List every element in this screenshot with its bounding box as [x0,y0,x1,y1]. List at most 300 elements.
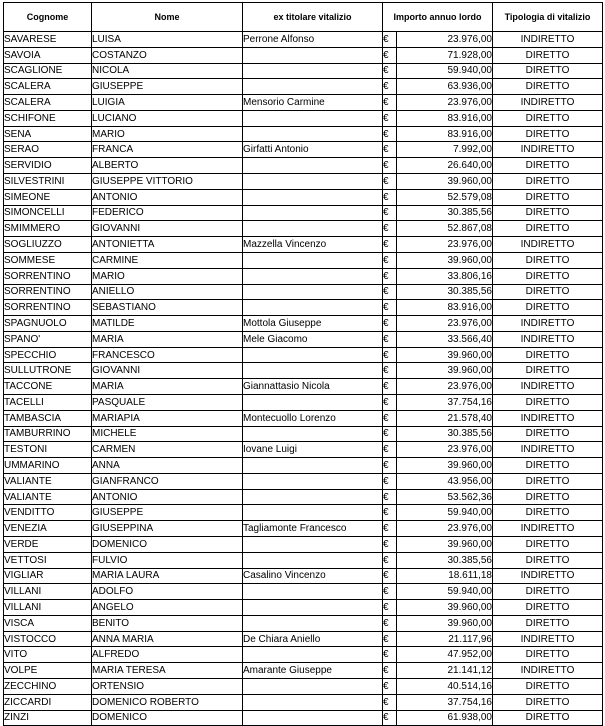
cell-surname: VILLANI [4,584,92,600]
table-row [4,189,603,205]
cell-former-holder: Giannattasio Nicola [243,379,383,395]
cell-surname: SCAGLIONE [4,63,92,79]
cell-name: DOMENICO [92,710,243,726]
cell-type: INDIRETTO [493,521,603,537]
cell-currency: € [383,205,397,221]
cell-currency: € [383,95,397,111]
cell-currency: € [383,363,397,379]
cell-name: MARIAPIA [92,410,243,426]
cell-former-holder [243,189,383,205]
cell-currency: € [383,615,397,631]
table-row [4,316,603,332]
cell-type: DIRETTO [493,205,603,221]
cell-amount: 23.976,00 [397,237,493,253]
cell-former-holder [243,394,383,410]
cell-type: INDIRETTO [493,410,603,426]
cell-former-holder [243,63,383,79]
table-row [4,79,603,95]
cell-former-holder: De Chiara Aniello [243,631,383,647]
cell-former-holder [243,221,383,237]
cell-currency: € [383,694,397,710]
cell-amount: 23.976,00 [397,442,493,458]
cell-currency: € [383,252,397,268]
cell-name: CARMINE [92,252,243,268]
cell-type: INDIRETTO [493,95,603,111]
cell-former-holder [243,710,383,726]
cell-surname: SCHIFONE [4,110,92,126]
table-row [4,47,603,63]
cell-amount: 33.806,16 [397,268,493,284]
cell-name: FRANCESCO [92,347,243,363]
cell-currency: € [383,174,397,190]
table-row [4,205,603,221]
cell-name: MARIA LAURA [92,568,243,584]
cell-name: MARIA TERESA [92,663,243,679]
cell-surname: TESTONI [4,442,92,458]
table-row [4,363,603,379]
cell-amount: 23.976,00 [397,316,493,332]
header-row [4,3,603,32]
cell-former-holder [243,537,383,553]
cell-former-holder [243,347,383,363]
cell-surname: VISTOCCO [4,631,92,647]
cell-type: DIRETTO [493,189,603,205]
cell-name: GIUSEPPE VITTORIO [92,174,243,190]
cell-type: INDIRETTO [493,32,603,48]
cell-amount: 23.976,00 [397,95,493,111]
cell-currency: € [383,647,397,663]
cell-currency: € [383,552,397,568]
cell-amount: 21.141,12 [397,663,493,679]
cell-type: DIRETTO [493,552,603,568]
cell-amount: 39.960,00 [397,600,493,616]
cell-amount: 21.578,40 [397,410,493,426]
cell-former-holder: Mazzella Vincenzo [243,237,383,253]
cell-name: MARIA [92,379,243,395]
table-row [4,158,603,174]
cell-amount: 83.916,00 [397,126,493,142]
cell-former-holder [243,174,383,190]
cell-currency: € [383,347,397,363]
cell-name: CARMEN [92,442,243,458]
cell-name: GIUSEPPE [92,79,243,95]
cell-type: DIRETTO [493,537,603,553]
cell-surname: SOGLIUZZO [4,237,92,253]
cell-surname: SORRENTINO [4,284,92,300]
cell-type: DIRETTO [493,458,603,474]
table-row [4,505,603,521]
cell-former-holder [243,110,383,126]
cell-type: DIRETTO [493,252,603,268]
cell-name: ORTENSIO [92,679,243,695]
cell-name: MICHELE [92,426,243,442]
table-row [4,537,603,553]
table-row [4,426,603,442]
cell-currency: € [383,316,397,332]
cell-type: DIRETTO [493,679,603,695]
cell-name: MATILDE [92,316,243,332]
cell-type: INDIRETTO [493,237,603,253]
cell-name: NICOLA [92,63,243,79]
cell-type: DIRETTO [493,174,603,190]
cell-amount: 39.960,00 [397,252,493,268]
cell-type: DIRETTO [493,158,603,174]
table-row [4,142,603,158]
cell-name: LUIGIA [92,95,243,111]
cell-surname: SORRENTINO [4,300,92,316]
cell-amount: 30.385,56 [397,426,493,442]
cell-name: FULVIO [92,552,243,568]
cell-amount: 39.960,00 [397,347,493,363]
cell-surname: TAMBURRINO [4,426,92,442]
cell-currency: € [383,505,397,521]
cell-name: ADOLFO [92,584,243,600]
table-row [4,331,603,347]
cell-currency: € [383,710,397,726]
cell-surname: SAVARESE [4,32,92,48]
cell-former-holder: Tagliamonte Francesco [243,521,383,537]
cell-amount: 39.960,00 [397,174,493,190]
cell-currency: € [383,126,397,142]
table-row [4,458,603,474]
cell-name: COSTANZO [92,47,243,63]
table-row [4,394,603,410]
cell-type: INDIRETTO [493,316,603,332]
cell-type: DIRETTO [493,473,603,489]
cell-currency: € [383,63,397,79]
table-row [4,679,603,695]
cell-amount: 23.976,00 [397,32,493,48]
cell-name: GIOVANNI [92,221,243,237]
table-row [4,237,603,253]
cell-former-holder [243,458,383,474]
table-row [4,347,603,363]
cell-amount: 59.940,00 [397,584,493,600]
cell-amount: 39.960,00 [397,615,493,631]
cell-former-holder [243,600,383,616]
cell-currency: € [383,237,397,253]
cell-name: ANNA [92,458,243,474]
cell-name: DOMENICO ROBERTO [92,694,243,710]
table-row [4,284,603,300]
cell-name: ANNA MARIA [92,631,243,647]
cell-former-holder: Iovane Luigi [243,442,383,458]
cell-former-holder: Amarante Giuseppe [243,663,383,679]
cell-surname: SIMONCELLI [4,205,92,221]
cell-surname: SPANO' [4,331,92,347]
cell-type: INDIRETTO [493,663,603,679]
cell-amount: 83.916,00 [397,300,493,316]
cell-former-holder [243,126,383,142]
cell-name: MARIO [92,268,243,284]
cell-surname: SILVESTRINI [4,174,92,190]
cell-surname: VISCA [4,615,92,631]
cell-former-holder: Mele Giacomo [243,331,383,347]
cell-type: DIRETTO [493,615,603,631]
cell-surname: VALIANTE [4,473,92,489]
cell-amount: 30.385,56 [397,552,493,568]
cell-type: DIRETTO [493,647,603,663]
cell-former-holder [243,158,383,174]
cell-type: DIRETTO [493,126,603,142]
cell-type: INDIRETTO [493,142,603,158]
cell-currency: € [383,584,397,600]
cell-name: GIUSEPPINA [92,521,243,537]
cell-former-holder: Perrone Alfonso [243,32,383,48]
cell-former-holder [243,505,383,521]
cell-currency: € [383,679,397,695]
table-row [4,615,603,631]
table-row [4,221,603,237]
table-row [4,110,603,126]
header-surname: Cognome [4,3,92,32]
cell-surname: VITO [4,647,92,663]
cell-type: DIRETTO [493,300,603,316]
cell-former-holder [243,552,383,568]
table-row [4,268,603,284]
cell-name: LUISA [92,32,243,48]
cell-currency: € [383,189,397,205]
cell-surname: SCALERA [4,95,92,111]
cell-surname: SENA [4,126,92,142]
table-row [4,300,603,316]
cell-surname: VALIANTE [4,489,92,505]
cell-currency: € [383,284,397,300]
cell-type: DIRETTO [493,489,603,505]
table-body [4,32,603,726]
cell-type: INDIRETTO [493,379,603,395]
cell-name: GIOVANNI [92,363,243,379]
cell-former-holder [243,79,383,95]
cell-surname: VIGLIAR [4,568,92,584]
cell-name: ALFREDO [92,647,243,663]
cell-former-holder [243,252,383,268]
cell-former-holder [243,284,383,300]
header-name: Nome [92,3,243,32]
cell-type: DIRETTO [493,584,603,600]
cell-surname: VENDITTO [4,505,92,521]
cell-amount: 21.117,96 [397,631,493,647]
cell-currency: € [383,521,397,537]
cell-type: INDIRETTO [493,568,603,584]
cell-former-holder: Casalino Vincenzo [243,568,383,584]
cell-type: DIRETTO [493,600,603,616]
table-row [4,410,603,426]
cell-amount: 30.385,56 [397,284,493,300]
cell-name: ANTONIETTA [92,237,243,253]
cell-former-holder [243,47,383,63]
cell-amount: 23.976,00 [397,521,493,537]
cell-name: ANGELO [92,600,243,616]
cell-currency: € [383,379,397,395]
cell-currency: € [383,221,397,237]
cell-surname: SPECCHIO [4,347,92,363]
cell-name: ALBERTO [92,158,243,174]
cell-former-holder: Mensorio Carmine [243,95,383,111]
table-row [4,473,603,489]
cell-amount: 83.916,00 [397,110,493,126]
cell-currency: € [383,32,397,48]
cell-name: LUCIANO [92,110,243,126]
table-row [4,631,603,647]
cell-currency: € [383,442,397,458]
cell-amount: 26.640,00 [397,158,493,174]
cell-currency: € [383,663,397,679]
table-row [4,63,603,79]
cell-amount: 52.867,08 [397,221,493,237]
cell-type: DIRETTO [493,363,603,379]
cell-surname: SERAO [4,142,92,158]
cell-currency: € [383,142,397,158]
cell-former-holder [243,205,383,221]
cell-amount: 37.754,16 [397,694,493,710]
cell-former-holder: Mottola Giuseppe [243,316,383,332]
cell-currency: € [383,489,397,505]
cell-name: FRANCA [92,142,243,158]
cell-type: DIRETTO [493,110,603,126]
cell-name: GIANFRANCO [92,473,243,489]
cell-currency: € [383,394,397,410]
cell-name: DOMENICO [92,537,243,553]
cell-amount: 39.960,00 [397,363,493,379]
table-row [4,32,603,48]
cell-former-holder [243,268,383,284]
table-row [4,568,603,584]
cell-surname: VERDE [4,537,92,553]
cell-name: MARIO [92,126,243,142]
cell-former-holder [243,300,383,316]
cell-surname: ZINZI [4,710,92,726]
cell-amount: 33.566,40 [397,331,493,347]
cell-amount: 61.938,00 [397,710,493,726]
cell-currency: € [383,568,397,584]
cell-name: GIUSEPPE [92,505,243,521]
cell-former-holder [243,473,383,489]
cell-type: DIRETTO [493,394,603,410]
table-row [4,126,603,142]
cell-type: DIRETTO [493,284,603,300]
cell-surname: SMIMMERO [4,221,92,237]
cell-amount: 53.562,36 [397,489,493,505]
table-row [4,584,603,600]
cell-type: DIRETTO [493,79,603,95]
cell-currency: € [383,473,397,489]
cell-currency: € [383,631,397,647]
cell-type: INDIRETTO [493,331,603,347]
cell-surname: TAMBASCIA [4,410,92,426]
cell-amount: 39.960,00 [397,458,493,474]
cell-currency: € [383,458,397,474]
cell-currency: € [383,79,397,95]
cell-currency: € [383,426,397,442]
cell-currency: € [383,110,397,126]
cell-former-holder [243,647,383,663]
cell-former-holder [243,694,383,710]
cell-type: INDIRETTO [493,442,603,458]
table-header [4,3,603,32]
cell-amount: 59.940,00 [397,505,493,521]
table-row [4,442,603,458]
cell-amount: 18.611,18 [397,568,493,584]
table-row [4,521,603,537]
cell-name: FEDERICO [92,205,243,221]
cell-surname: TACELLI [4,394,92,410]
cell-former-holder [243,584,383,600]
cell-type: DIRETTO [493,63,603,79]
cell-currency: € [383,537,397,553]
table-row [4,663,603,679]
cell-former-holder [243,489,383,505]
cell-surname: VOLPE [4,663,92,679]
cell-currency: € [383,300,397,316]
cell-former-holder: Girfatti Antonio [243,142,383,158]
cell-type: DIRETTO [493,694,603,710]
cell-amount: 71.928,00 [397,47,493,63]
cell-currency: € [383,268,397,284]
header-type: Tipologia di vitalizio [493,3,603,32]
cell-amount: 30.385,56 [397,205,493,221]
cell-former-holder [243,615,383,631]
cell-surname: SORRENTINO [4,268,92,284]
cell-surname: VETTOSI [4,552,92,568]
cell-type: DIRETTO [493,347,603,363]
cell-amount: 43.956,00 [397,473,493,489]
table-row [4,694,603,710]
cell-amount: 23.976,00 [397,379,493,395]
table-row [4,174,603,190]
cell-name: ANIELLO [92,284,243,300]
cell-currency: € [383,410,397,426]
cell-type: DIRETTO [493,268,603,284]
annuity-table [3,2,603,726]
cell-surname: SAVOIA [4,47,92,63]
table-row [4,252,603,268]
cell-currency: € [383,47,397,63]
cell-name: PASQUALE [92,394,243,410]
cell-former-holder: Montecuollo Lorenzo [243,410,383,426]
table-row [4,95,603,111]
cell-type: DIRETTO [493,505,603,521]
cell-surname: ZICCARDI [4,694,92,710]
cell-amount: 7.992,00 [397,142,493,158]
cell-former-holder [243,679,383,695]
cell-surname: UMMARINO [4,458,92,474]
cell-type: DIRETTO [493,221,603,237]
cell-surname: SULLUTRONE [4,363,92,379]
cell-surname: SERVIDIO [4,158,92,174]
header-amount: Importo annuo lordo [383,3,493,32]
table-row [4,489,603,505]
cell-name: ANTONIO [92,489,243,505]
cell-surname: VILLANI [4,600,92,616]
cell-surname: VENEZIA [4,521,92,537]
cell-name: SEBASTIANO [92,300,243,316]
table-row [4,600,603,616]
cell-amount: 59.940,00 [397,63,493,79]
cell-name: MARIA [92,331,243,347]
cell-type: DIRETTO [493,710,603,726]
cell-type: DIRETTO [493,47,603,63]
table-row [4,379,603,395]
cell-currency: € [383,600,397,616]
table-row [4,647,603,663]
cell-surname: SPAGNUOLO [4,316,92,332]
table-row [4,552,603,568]
cell-former-holder [243,363,383,379]
cell-surname: SCALERA [4,79,92,95]
cell-amount: 40.514,16 [397,679,493,695]
cell-currency: € [383,158,397,174]
